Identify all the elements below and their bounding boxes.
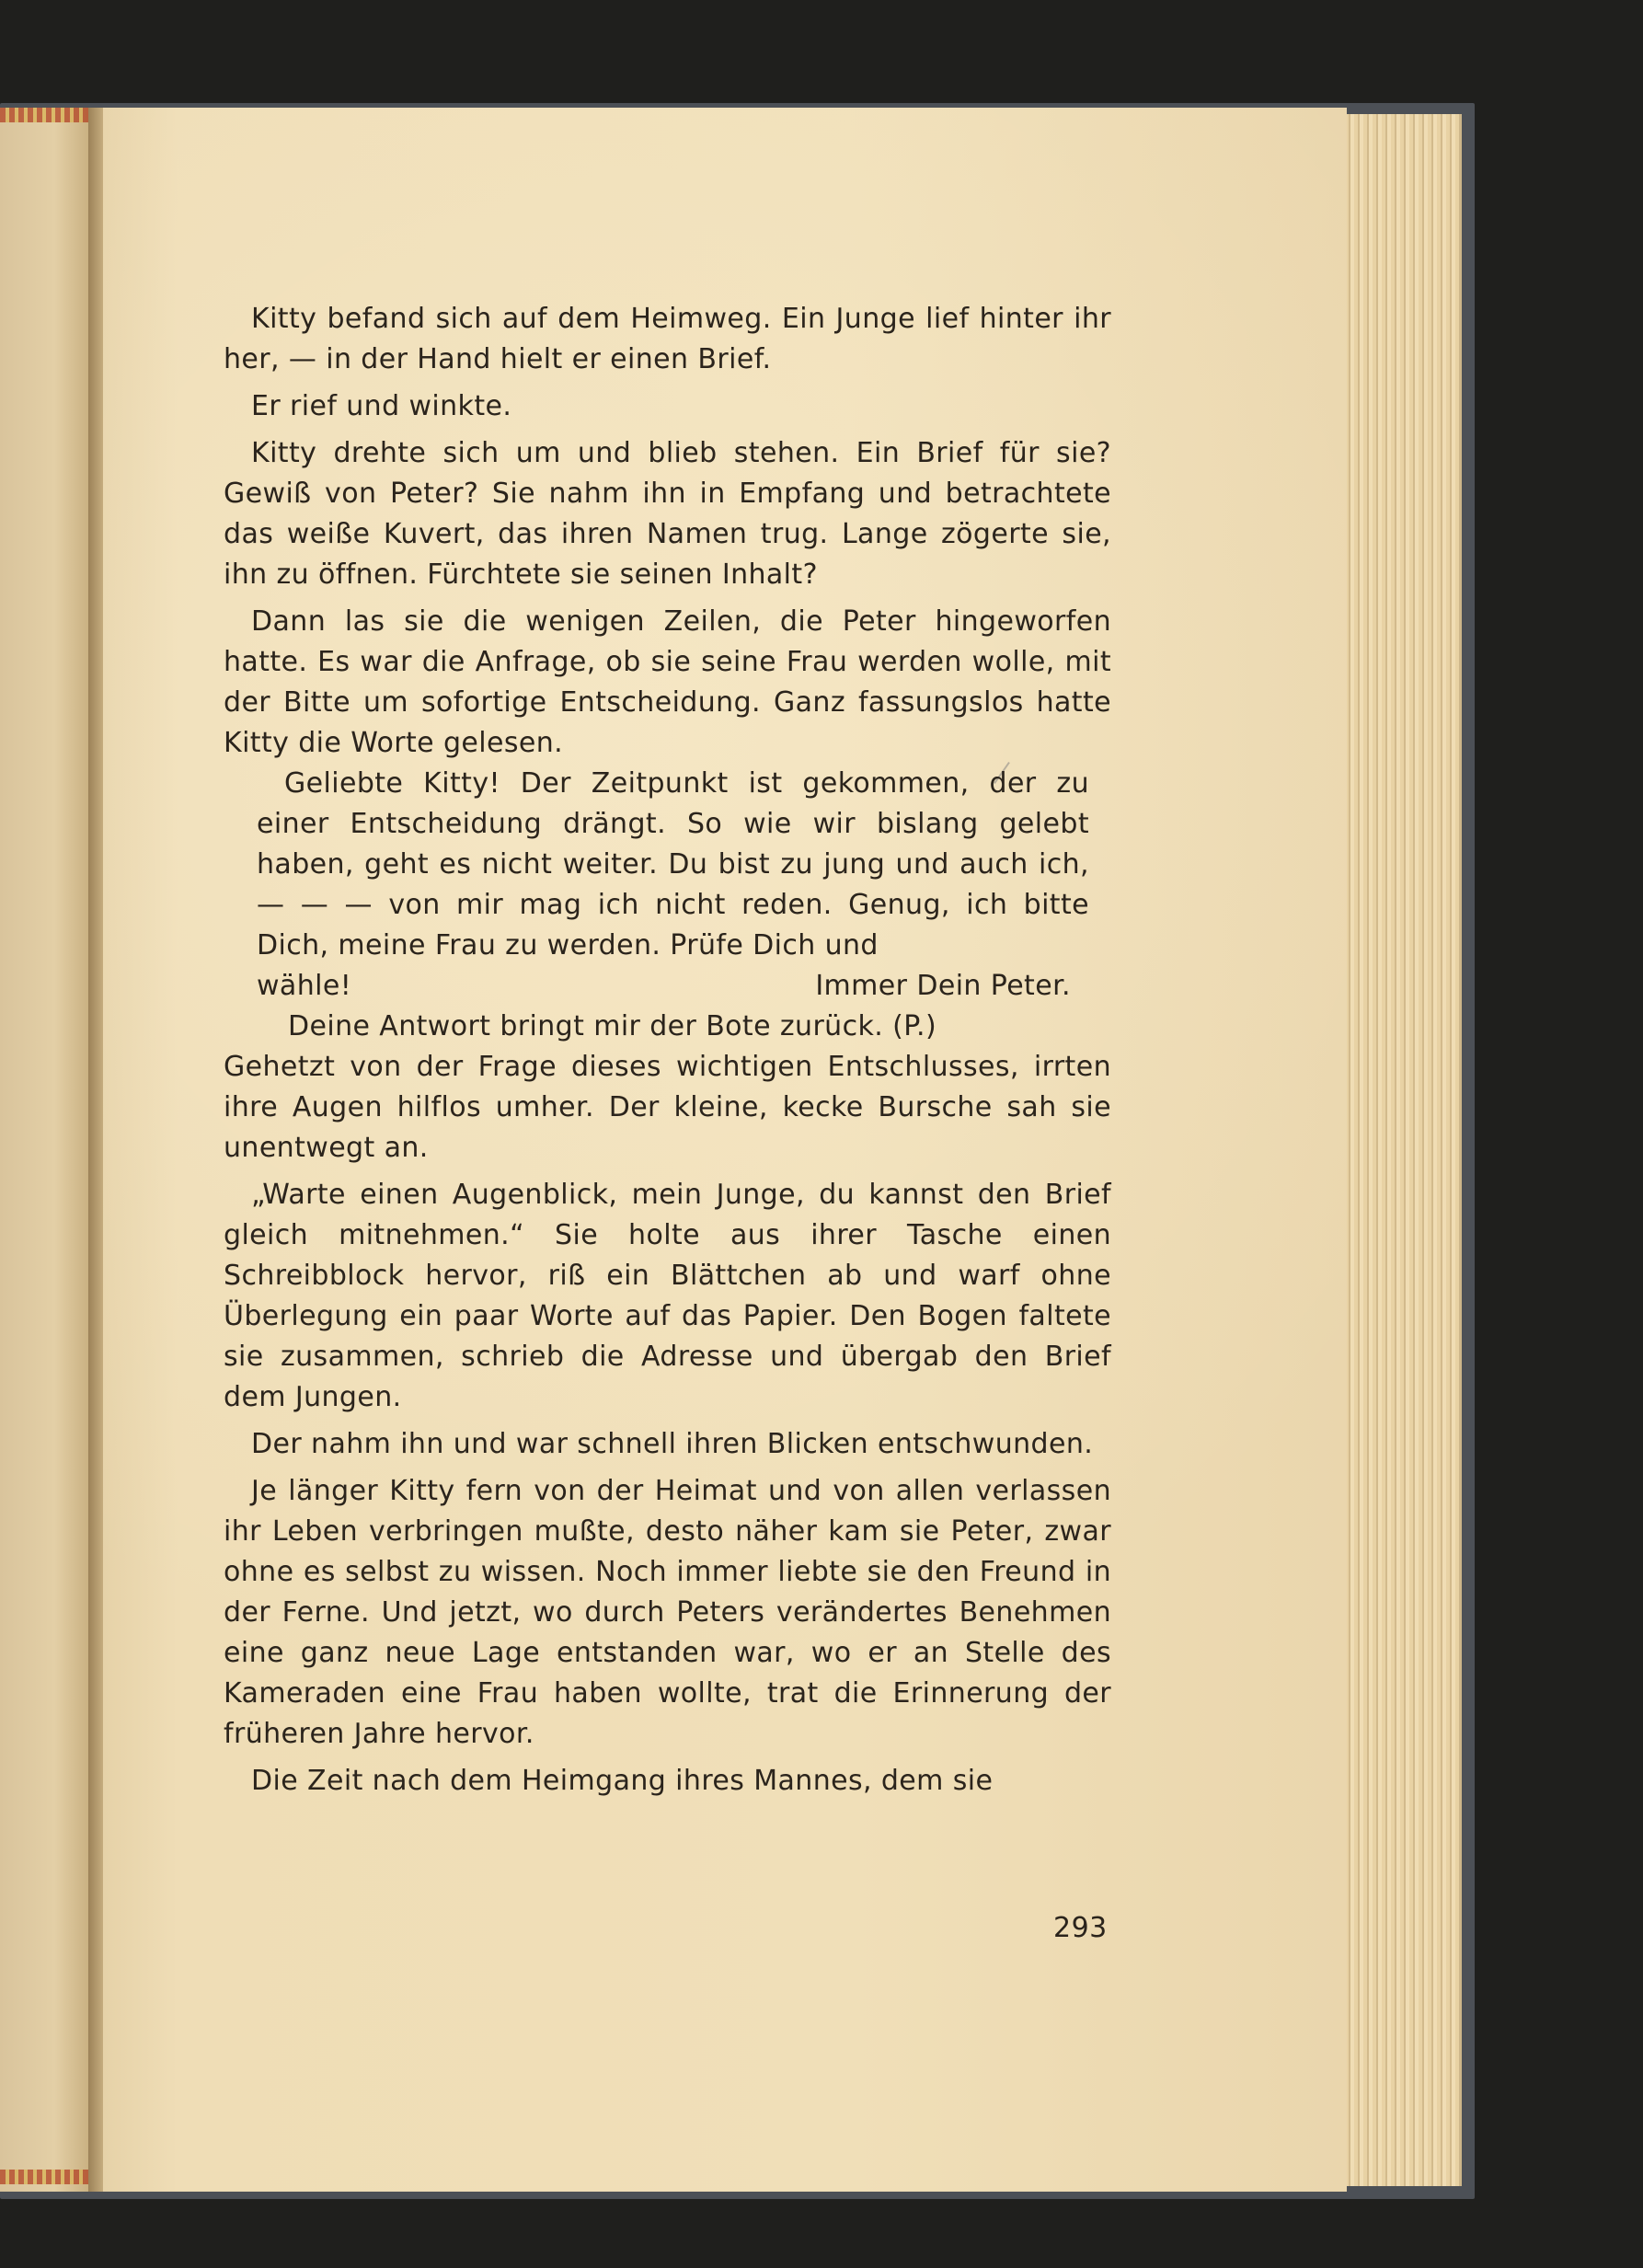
letter-body: Geliebte Kitty! Der Zeitpunkt ist gekommen, der zu einer Entscheidung drängt. So wie wir bislang gelebt haben, geht es nicht weiter. Du bist zu jung und auch ich, — — — von mir mag ich nicht reden. Genug, ich bitte Dich, meine Frau zu werden. Prüfe Dich und xyxy=(257,767,1089,961)
paragraph: Gehetzt von der Frage dieses wichtigen Entschlusses, irrten ihre Augen hilflos umher. Der kleine, kecke Bursche sah sie unentwegt an. xyxy=(224,1051,1111,1164)
letter-postscript: Deine Antwort bringt mir der Bote zurück. (P.) xyxy=(288,1010,937,1042)
quoted-letter xyxy=(257,764,1089,1007)
letter-signature: Immer Dein Peter. xyxy=(815,970,1071,1002)
paragraph: Der nahm ihn und war schnell ihren Blicken entschwunden. xyxy=(251,1428,1094,1460)
letter-closing-line xyxy=(257,966,1089,1007)
page-stack-edges xyxy=(1345,114,1462,2186)
left-binding-tailband xyxy=(0,2170,92,2184)
paragraph: Die Zeit nach dem Heimgang ihres Mannes, dem sie xyxy=(251,1765,994,1797)
left-binding-headband xyxy=(0,108,92,122)
page-number: 293 xyxy=(1053,1912,1108,1944)
paragraph: Kitty befand sich auf dem Heimweg. Ein Junge lief hinter ihr her, — in der Hand hielt er einen Brief. xyxy=(224,303,1111,375)
paragraph: Kitty drehte sich um und blieb stehen. Ein Brief für sie? Gewiß von Peter? Sie nahm ihn in Empfang und betrachtete das weiße Kuvert, das ihren Namen trug. Lange zögerte sie, ihn zu öffnen. Fürchtete sie seinen Inhalt? xyxy=(224,437,1111,591)
paragraph: „Warte einen Augenblick, mein Junge, du kannst den Brief gleich mitnehmen.“ Sie holte aus ihrer Tasche einen Schreibblock hervor, riß ein Blättchen ab und warf ohne Überlegung ein paar Worte auf das Papier. Den Bogen faltete sie zusammen, schrieb die Adresse und übergab den Brief dem Jungen. xyxy=(224,1179,1111,1413)
letter-closing: wähle! xyxy=(257,970,352,1002)
paragraph: Dann las sie die wenigen Zeilen, die Peter hingeworfen hatte. Es war die Anfrage, ob sie seine Frau werden wolle, mit der Bitte um sofortige Entscheidung. Ganz fassungslos hatte Kitty die Worte gelesen. xyxy=(224,605,1111,759)
paragraph: Er rief und winkte. xyxy=(251,390,512,422)
left-page-edge xyxy=(0,108,99,2192)
paragraph: Je länger Kitty fern von der Heimat und von allen verlassen ihr Leben verbringen mußte, desto näher kam sie Peter, zwar ohne es selbst zu wissen. Noch immer liebte sie den Freund in der Ferne. Und jetzt, wo durch Peters verändertes Benehmen eine ganz neue Lage entstanden war, wo er an Stelle des Kameraden eine Frau haben wollte, trat die Erinnerung der früheren Jahre hervor. xyxy=(224,1475,1111,1750)
page-text xyxy=(224,299,1111,1808)
